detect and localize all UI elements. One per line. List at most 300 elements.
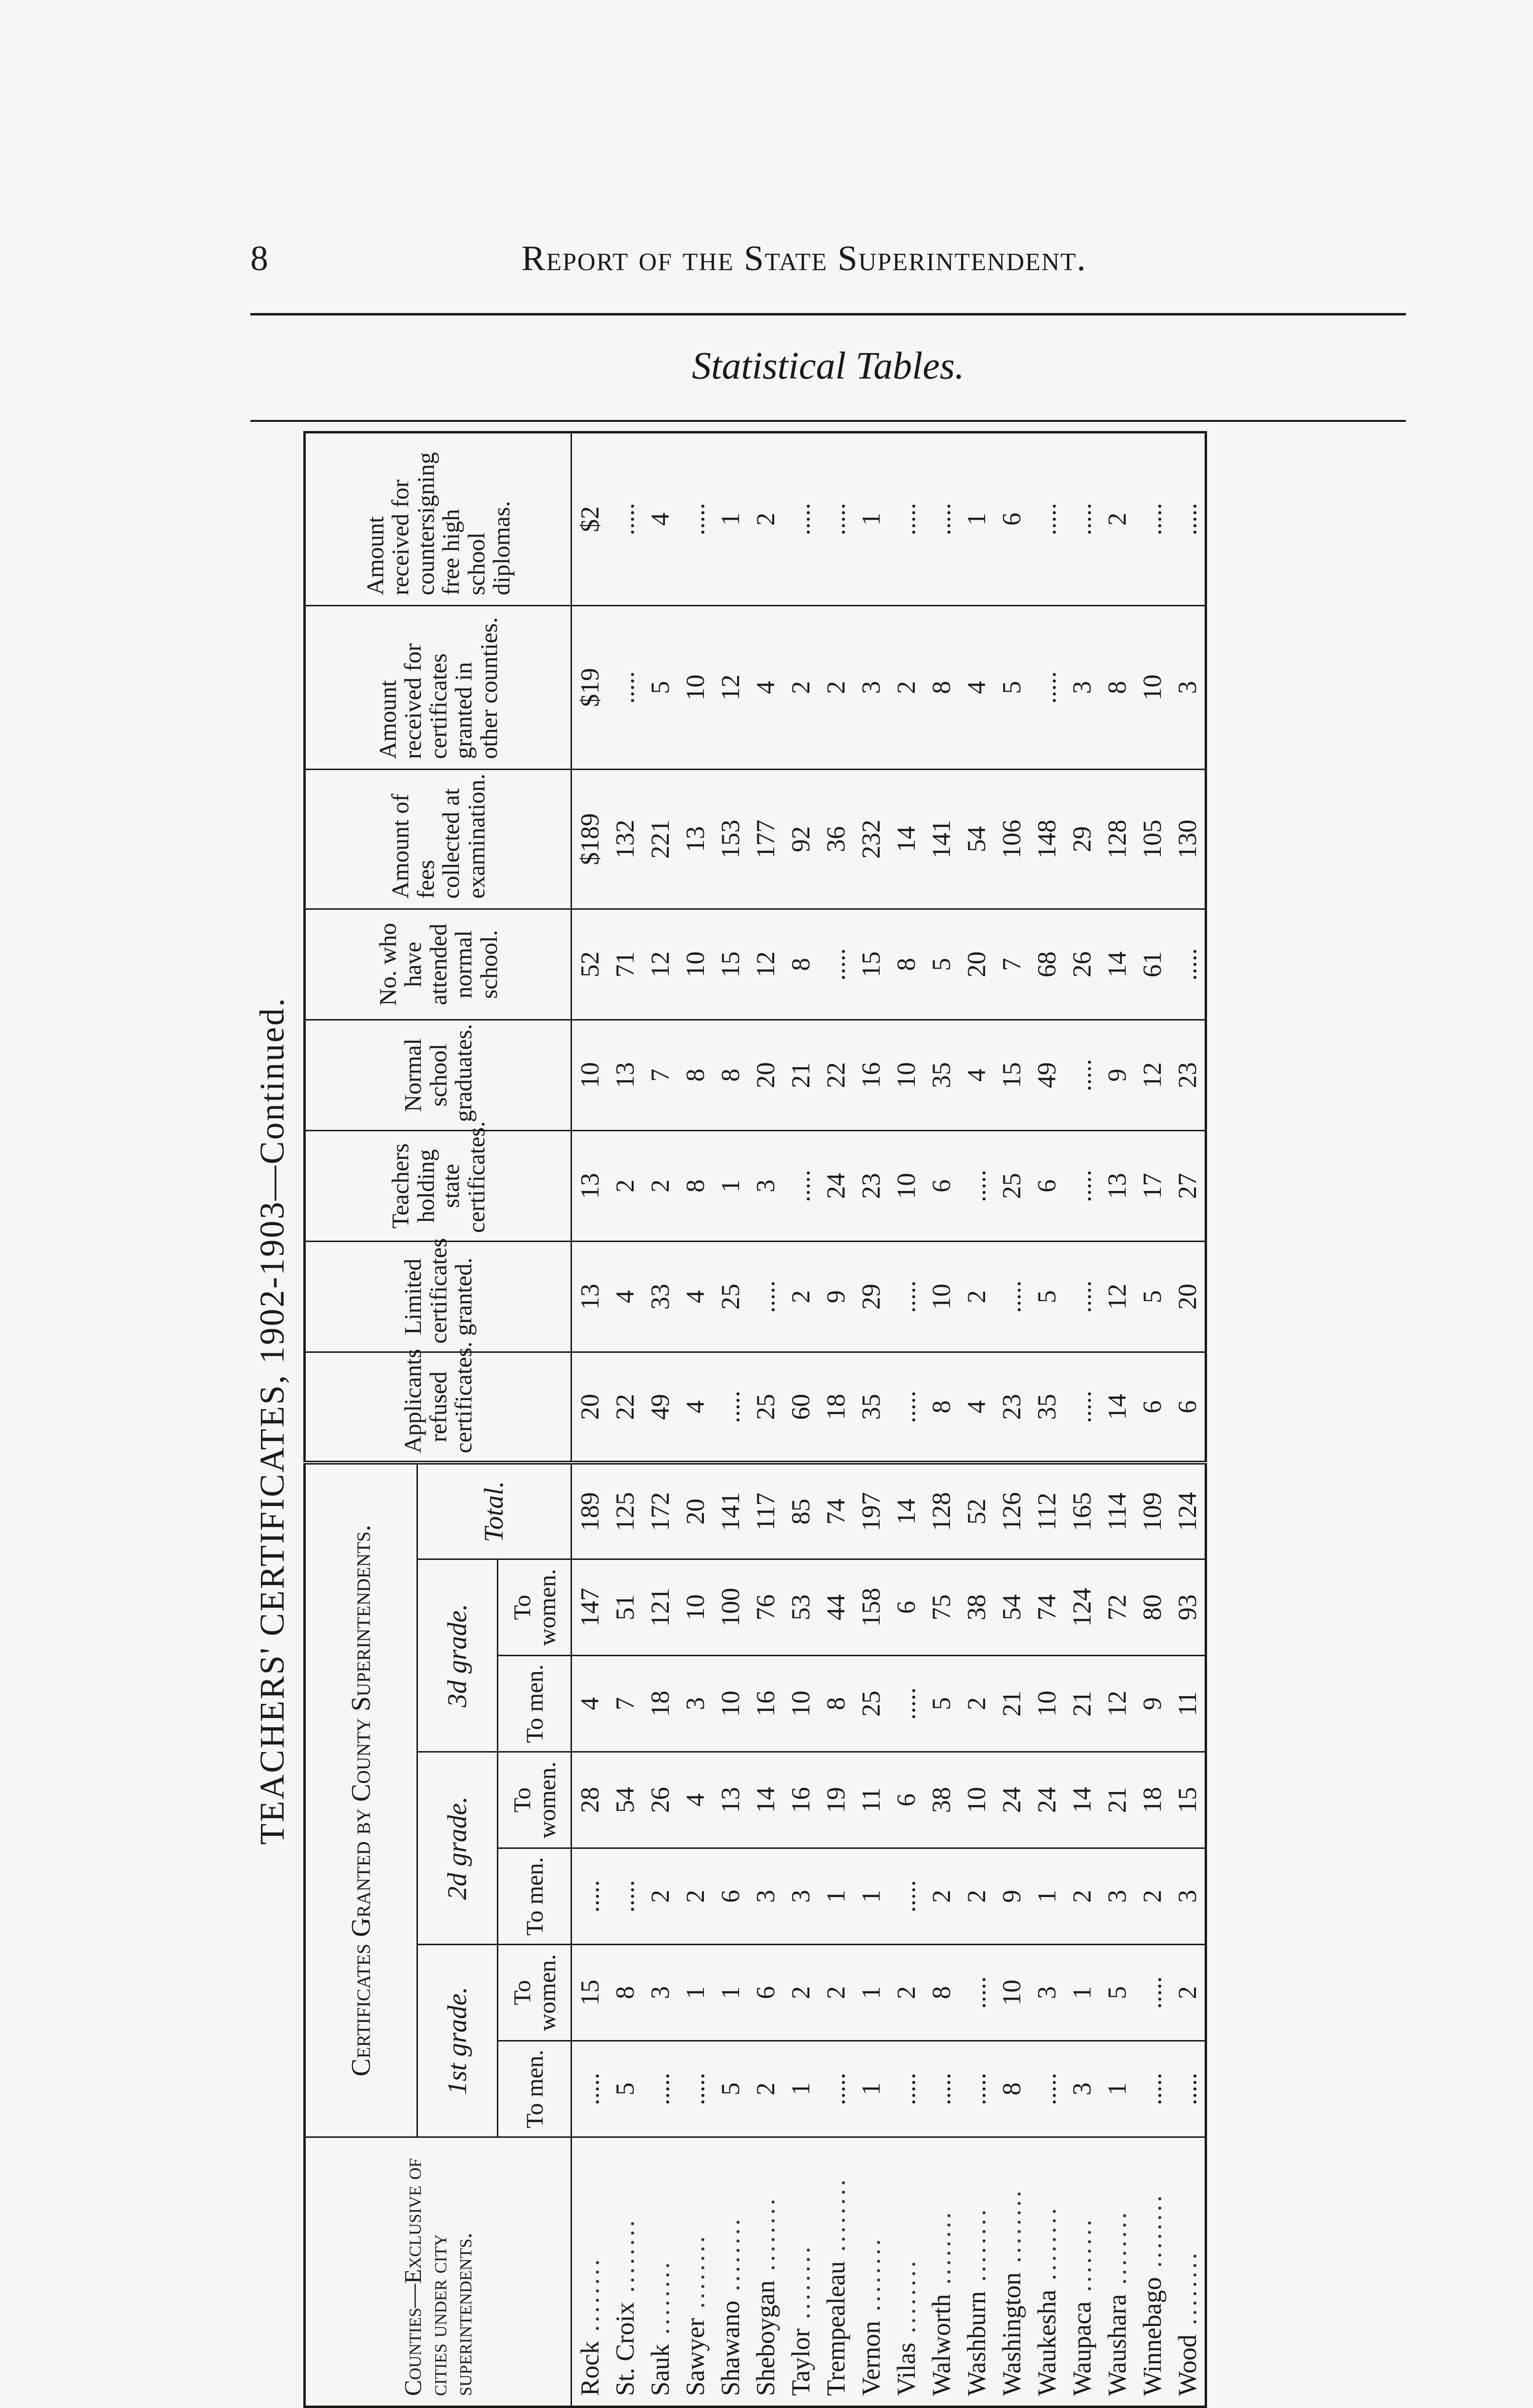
total-cell: 117 (748, 1463, 783, 1559)
other-counties-cell: 3 (1064, 605, 1099, 769)
first-grade-women-cell: 15 (572, 1945, 608, 2041)
normal-graduates-cell: 35 (923, 1020, 959, 1130)
total-cell: 172 (642, 1463, 677, 1559)
total-cell: 141 (713, 1463, 748, 1559)
state-certificates-cell: ..... (1064, 1130, 1099, 1241)
third-grade-men-cell: 18 (642, 1656, 677, 1752)
first-grade-women-cell: 2 (818, 1945, 853, 2041)
certificates-table (303, 433, 1207, 2408)
table-row (1134, 432, 1169, 2407)
state-certificates-cell: 2 (607, 1130, 642, 1241)
table-title: TEACHERS' CERTIFICATES, 1902-1903—Continued. (252, 996, 291, 1845)
county-name: Trempealeau (821, 2261, 850, 2396)
refused-cell: 6 (1169, 1352, 1206, 1463)
first-grade-men-cell: ..... (1029, 2041, 1064, 2137)
running-title: Report of the State Superintendent. (521, 239, 1087, 278)
first-grade-women-header: To women. (498, 1945, 572, 2041)
third-grade-women-cell: 72 (1099, 1559, 1134, 1656)
third-grade-men-header: To men. (498, 1656, 572, 1752)
other-counties-cell: 10 (677, 605, 713, 769)
limited-cell: ..... (1064, 1241, 1099, 1352)
third-grade-women-cell: 158 (853, 1559, 888, 1656)
third-grade-men-cell: 25 (853, 1656, 888, 1752)
third-grade-women-cell: 53 (783, 1559, 818, 1656)
table-row (959, 432, 994, 2407)
second-grade-men-cell: 3 (748, 1848, 783, 1945)
state-certificates-cell: 23 (853, 1130, 888, 1241)
table-row (1064, 432, 1099, 2407)
total-cell: 114 (1099, 1463, 1134, 1559)
county-name: Taylor (786, 2328, 815, 2396)
county-name-cell (1029, 2137, 1064, 2407)
second-grade-men-cell: 6 (713, 1848, 748, 1945)
normal-attended-cell: 71 (607, 909, 642, 1020)
diplomas-cell: ..... (783, 432, 818, 605)
state-certificates-cell: 6 (923, 1130, 959, 1241)
county-name: Vilas (891, 2343, 921, 2396)
table-row (888, 432, 923, 2407)
normal-graduates-cell: 22 (818, 1020, 853, 1130)
diplomas-cell: 2 (1099, 432, 1134, 605)
total-cell: 128 (923, 1463, 959, 1559)
first-grade-men-cell: ..... (1169, 2041, 1206, 2137)
diplomas-cell: 1 (713, 432, 748, 605)
state-certificates-cell: 10 (888, 1130, 923, 1241)
normal-graduates-cell: 49 (1029, 1020, 1064, 1130)
diplomas-cell: ..... (888, 432, 923, 605)
normal-attended-cell: 20 (959, 909, 994, 1020)
limited-cell: 5 (1134, 1241, 1169, 1352)
first-grade-women-cell: 1 (853, 1945, 888, 2041)
state-certificates-cell: 24 (818, 1130, 853, 1241)
table-row (572, 432, 608, 2407)
limited-cell: 9 (818, 1241, 853, 1352)
second-grade-men-cell: 2 (677, 1848, 713, 1945)
limited-cell: ..... (888, 1241, 923, 1352)
leader-dots: ........ (786, 2244, 815, 2329)
county-name-cell (642, 2137, 677, 2407)
leader-dots: ........ (891, 2258, 921, 2343)
total-cell: 52 (959, 1463, 994, 1559)
total-cell: 125 (607, 1463, 642, 1559)
fees-cell: 148 (1029, 769, 1064, 909)
second-grade-women-cell: 18 (1134, 1752, 1169, 1848)
other-counties-cell: ..... (607, 605, 642, 769)
refused-cell: 22 (607, 1352, 642, 1463)
second-grade-women-cell: 28 (572, 1752, 608, 1848)
other-counties-cell: 3 (1169, 605, 1206, 769)
first-grade-men-header: To men. (498, 2041, 572, 2137)
leader-dots: ........ (856, 2236, 885, 2321)
county-name: Shawano (715, 2301, 745, 2396)
total-cell: 126 (994, 1463, 1029, 1559)
third-grade-men-cell: 3 (677, 1656, 713, 1752)
table-row (713, 432, 748, 2407)
second-grade-men-cell: ..... (888, 1848, 923, 1945)
third-grade-men-cell: 16 (748, 1656, 783, 1752)
third-grade-women-cell: 80 (1134, 1559, 1169, 1656)
total-cell: 112 (1029, 1463, 1064, 1559)
fees-cell: 177 (748, 769, 783, 909)
table-row (1169, 432, 1206, 2407)
refused-cell: 20 (572, 1352, 608, 1463)
third-grade-women-cell: 54 (994, 1559, 1029, 1656)
county-name-cell (888, 2137, 923, 2407)
second-grade-women-cell: 21 (1099, 1752, 1134, 1848)
first-grade-men-cell: ..... (1134, 2041, 1169, 2137)
normal-graduates-cell: 13 (607, 1020, 642, 1130)
subtitle-rule (250, 420, 1406, 422)
third-grade-women-cell: 124 (1064, 1559, 1099, 1656)
first-grade-header: 1st grade. (417, 1945, 498, 2137)
county-name: Sheboygan (751, 2280, 780, 2396)
county-name: Waushara (1102, 2294, 1131, 2396)
limited-cell: 20 (1169, 1241, 1206, 1352)
diplomas-cell: ..... (677, 432, 713, 605)
second-grade-men-cell: 2 (1134, 1848, 1169, 1945)
county-name-cell (853, 2137, 888, 2407)
first-grade-men-cell: 1 (1099, 2041, 1134, 2137)
second-grade-men-cell: 3 (1099, 1848, 1134, 1945)
table-row (853, 432, 888, 2407)
diplomas-cell: 1 (853, 432, 888, 605)
total-cell: 189 (572, 1463, 608, 1559)
normal-graduates-cell: 23 (1169, 1020, 1206, 1130)
leader-dots: ........ (1102, 2209, 1131, 2294)
first-grade-men-cell: ..... (888, 2041, 923, 2137)
first-grade-men-cell: ..... (959, 2041, 994, 2137)
leader-dots: ........ (1032, 2205, 1061, 2290)
limited-cell: ..... (994, 1241, 1029, 1352)
third-grade-men-cell: 11 (1169, 1656, 1206, 1752)
county-name-cell (1099, 2137, 1134, 2407)
leader-dots: ........ (645, 2259, 675, 2344)
header-rule (250, 313, 1406, 315)
county-name-cell (713, 2137, 748, 2407)
first-grade-women-cell: 2 (783, 1945, 818, 2041)
table-row (923, 432, 959, 2407)
fees-cell: 29 (1064, 769, 1099, 909)
leader-dots: ........ (680, 2233, 710, 2318)
state-certificates-cell: 13 (572, 1130, 608, 1241)
second-grade-women-cell: 19 (818, 1752, 853, 1848)
third-grade-women-cell: 38 (959, 1559, 994, 1656)
first-grade-men-cell: ..... (818, 2041, 853, 2137)
third-grade-men-cell: 8 (818, 1656, 853, 1752)
fees-cell: 232 (853, 769, 888, 909)
third-grade-women-header: To women. (498, 1559, 572, 1656)
fees-cell: 54 (959, 769, 994, 909)
refused-cell: 4 (677, 1352, 713, 1463)
fees-cell: 106 (994, 769, 1029, 909)
normal-attended-cell: 61 (1134, 909, 1169, 1020)
state-certificates-cell: 27 (1169, 1130, 1206, 1241)
first-grade-women-cell: ..... (1134, 1945, 1169, 2041)
refused-cell: 60 (783, 1352, 818, 1463)
first-grade-men-cell: ..... (677, 2041, 713, 2137)
second-grade-men-cell: 2 (959, 1848, 994, 1945)
second-grade-men-cell: 1 (818, 1848, 853, 1945)
normal-attended-cell: 26 (1064, 909, 1099, 1020)
limited-cell: 4 (607, 1241, 642, 1352)
third-grade-women-cell: 74 (1029, 1559, 1064, 1656)
second-grade-women-cell: 13 (713, 1752, 748, 1848)
third-grade-men-cell: 21 (1064, 1656, 1099, 1752)
leader-dots: ........ (1067, 2216, 1096, 2302)
refused-cell: 18 (818, 1352, 853, 1463)
diplomas-cell: ..... (1169, 432, 1206, 605)
normal-attended-cell: 12 (748, 909, 783, 1020)
second-grade-women-cell: 15 (1169, 1752, 1206, 1848)
table-row (818, 432, 853, 2407)
third-grade-men-cell: ..... (888, 1656, 923, 1752)
first-grade-men-cell: ..... (642, 2041, 677, 2137)
fees-cell: 13 (677, 769, 713, 909)
first-grade-women-cell: 8 (607, 1945, 642, 2041)
first-grade-men-cell: 1 (783, 2041, 818, 2137)
normal-graduates-cell: 20 (748, 1020, 783, 1130)
county-name-cell (959, 2137, 994, 2407)
refused-cell: 49 (642, 1352, 677, 1463)
second-grade-women-cell: 24 (994, 1752, 1029, 1848)
normal-graduates-cell: 4 (959, 1020, 994, 1130)
leader-dots: ........ (961, 2206, 991, 2291)
limited-cell: 25 (713, 1241, 748, 1352)
table-row (748, 432, 783, 2407)
third-grade-women-cell: 75 (923, 1559, 959, 1656)
normal-graduates-cell: 8 (713, 1020, 748, 1130)
county-name: Waukesha (1032, 2290, 1061, 2396)
fees-cell: 221 (642, 769, 677, 909)
third-grade-women-cell: 100 (713, 1559, 748, 1656)
table-row (607, 432, 642, 2407)
other-counties-cell: ..... (1029, 605, 1064, 769)
leader-dots: ........ (821, 2176, 850, 2262)
other-counties-cell: 10 (1134, 605, 1169, 769)
first-grade-women-cell: 1 (677, 1945, 713, 2041)
other-counties-cell: 2 (818, 605, 853, 769)
diplomas-cell: ..... (818, 432, 853, 605)
third-grade-women-cell: 10 (677, 1559, 713, 1656)
state-certificates-cell: 2 (642, 1130, 677, 1241)
first-grade-men-cell: ..... (923, 2041, 959, 2137)
state-certificates-cell: ..... (959, 1130, 994, 1241)
diplomas-cell: ..... (607, 432, 642, 605)
total-cell: 197 (853, 1463, 888, 1559)
third-grade-women-cell: 147 (572, 1559, 608, 1656)
limited-cell: 29 (853, 1241, 888, 1352)
diplomas-cell: ..... (923, 432, 959, 605)
normal-attended-cell: 15 (853, 909, 888, 1020)
other-counties-cell: 8 (1099, 605, 1134, 769)
normal-attended-cell: ..... (1169, 909, 1206, 1020)
other-counties-cell: 3 (853, 605, 888, 769)
state-certificates-cell: 1 (713, 1130, 748, 1241)
county-name-cell (572, 2137, 608, 2407)
county-column-header: Counties—Exclusive of cities under city superintendents. (305, 2137, 572, 2407)
second-grade-women-cell: 10 (959, 1752, 994, 1848)
total-cell: 109 (1134, 1463, 1169, 1559)
refused-cell: 8 (923, 1352, 959, 1463)
first-grade-men-cell: 5 (713, 2041, 748, 2137)
county-name: Vernon (856, 2321, 885, 2396)
third-grade-men-cell: 10 (1029, 1656, 1064, 1752)
limited-cell: 33 (642, 1241, 677, 1352)
fees-cell: 92 (783, 769, 818, 909)
second-grade-men-cell: 9 (994, 1848, 1029, 1945)
second-grade-men-cell: 1 (853, 1848, 888, 1945)
county-name-cell (818, 2137, 853, 2407)
normal-graduates-cell: 21 (783, 1020, 818, 1130)
normal-attended-column-header: No. who have attended normal school. (305, 909, 572, 1020)
rotated-table-container (241, 433, 1406, 2408)
third-grade-women-cell: 121 (642, 1559, 677, 1656)
leader-dots: ........ (1137, 2192, 1167, 2277)
second-grade-men-cell: ..... (607, 1848, 642, 1945)
second-grade-women-header: To women. (498, 1752, 572, 1848)
refused-cell: ..... (1064, 1352, 1099, 1463)
third-grade-men-cell: 10 (783, 1656, 818, 1752)
normal-attended-cell: 8 (888, 909, 923, 1020)
third-grade-men-cell: 5 (923, 1656, 959, 1752)
county-name: Washington (997, 2272, 1026, 2396)
refused-cell: 35 (1029, 1352, 1064, 1463)
first-grade-women-cell: 1 (1064, 1945, 1099, 2041)
third-grade-men-cell: 4 (572, 1656, 608, 1752)
diplomas-cell: 2 (748, 432, 783, 605)
total-cell: 124 (1169, 1463, 1206, 1559)
other-counties-cell: 8 (923, 605, 959, 769)
second-grade-men-cell: 2 (642, 1848, 677, 1945)
second-grade-men-cell: 2 (923, 1848, 959, 1945)
diplomas-cell: ..... (1029, 432, 1064, 605)
county-name-cell (1169, 2137, 1206, 2407)
normal-attended-cell: 5 (923, 909, 959, 1020)
first-grade-women-cell: 3 (1029, 1945, 1064, 2041)
county-name: Washburn (961, 2291, 991, 2396)
county-name: Sauk (645, 2344, 675, 2396)
other-counties-cell: 2 (888, 605, 923, 769)
third-grade-header: 3d grade. (417, 1559, 498, 1752)
other-counties-cell: 4 (748, 605, 783, 769)
diplomas-cell: 4 (642, 432, 677, 605)
leader-dots: ........ (997, 2187, 1026, 2273)
first-grade-men-cell: ..... (572, 2041, 608, 2137)
state-certificates-cell: ..... (783, 1130, 818, 1241)
fees-cell: 141 (923, 769, 959, 909)
normal-graduates-cell: 10 (888, 1020, 923, 1130)
refused-cell: 35 (853, 1352, 888, 1463)
county-name: Wood (1172, 2334, 1202, 2396)
diplomas-column-header: Amount received for countersigning free high school diplomas. (305, 432, 572, 605)
county-name-cell (607, 2137, 642, 2407)
table-body (572, 432, 1206, 2407)
normal-graduates-cell: 15 (994, 1020, 1029, 1130)
state-certificates-cell: 13 (1099, 1130, 1134, 1241)
state-certificates-cell: 6 (1029, 1130, 1064, 1241)
refused-cell: 4 (959, 1352, 994, 1463)
other-counties-column-header: Amount received for certificates granted in other counties. (305, 605, 572, 769)
second-grade-men-cell: 1 (1029, 1848, 1064, 1945)
county-name-cell (1134, 2137, 1169, 2407)
fees-cell: 128 (1099, 769, 1134, 909)
third-grade-men-cell: 2 (959, 1656, 994, 1752)
normal-attended-cell: 68 (1029, 909, 1064, 1020)
county-name: Waupaca (1067, 2301, 1096, 2396)
limited-cell: ..... (748, 1241, 783, 1352)
other-counties-cell: 5 (642, 605, 677, 769)
first-grade-women-cell: 2 (1169, 1945, 1206, 2041)
fees-cell: 132 (607, 769, 642, 909)
page-number: 8 (250, 239, 269, 278)
second-grade-women-cell: 38 (923, 1752, 959, 1848)
refused-cell: 14 (1099, 1352, 1134, 1463)
table-row (677, 432, 713, 2407)
fees-cell: 153 (713, 769, 748, 909)
total-column-header: Total. (417, 1463, 572, 1559)
refused-cell: ..... (888, 1352, 923, 1463)
first-grade-women-cell: 3 (642, 1945, 677, 2041)
third-grade-men-cell: 21 (994, 1656, 1029, 1752)
normal-attended-cell: 12 (642, 909, 677, 1020)
county-name: Walworth (926, 2294, 956, 2396)
county-name-cell (677, 2137, 713, 2407)
third-grade-women-cell: 6 (888, 1559, 923, 1656)
section-subtitle: Statistical Tables. (691, 345, 964, 387)
third-grade-men-cell: 12 (1099, 1656, 1134, 1752)
second-grade-header: 2d grade. (417, 1752, 498, 1945)
leader-dots: ........ (610, 2217, 639, 2302)
normal-graduates-cell: ..... (1064, 1020, 1099, 1130)
fees-cell: 130 (1169, 769, 1206, 909)
state-certificates-cell: 3 (748, 1130, 783, 1241)
first-grade-men-cell: 2 (748, 2041, 783, 2137)
county-name-cell (923, 2137, 959, 2407)
second-grade-men-header: To men. (498, 1848, 572, 1945)
state-certificates-cell: 25 (994, 1130, 1029, 1241)
limited-cell: 5 (1029, 1241, 1064, 1352)
total-cell: 20 (677, 1463, 713, 1559)
limited-cell: 13 (572, 1241, 608, 1352)
second-grade-women-cell: 14 (748, 1752, 783, 1848)
total-cell: 14 (888, 1463, 923, 1559)
normal-graduates-cell: 7 (642, 1020, 677, 1130)
third-grade-men-cell: 9 (1134, 1656, 1169, 1752)
normal-attended-cell: 7 (994, 909, 1029, 1020)
refused-cell: 23 (994, 1352, 1029, 1463)
state-certificates-cell: 8 (677, 1130, 713, 1241)
diplomas-cell: $2 (572, 432, 608, 605)
normal-attended-cell: 52 (572, 909, 608, 1020)
refused-cell: 6 (1134, 1352, 1169, 1463)
third-grade-women-cell: 76 (748, 1559, 783, 1656)
diplomas-cell: ..... (1064, 432, 1099, 605)
other-counties-cell: $19 (572, 605, 608, 769)
state-certificates-column-header: Teachers holding state certificates. (305, 1130, 572, 1241)
first-grade-women-cell: 2 (888, 1945, 923, 2041)
normal-graduates-cell: 12 (1134, 1020, 1169, 1130)
first-grade-men-cell: 5 (607, 2041, 642, 2137)
table-row (642, 432, 677, 2407)
diplomas-cell: 1 (959, 432, 994, 605)
normal-attended-cell: 14 (1099, 909, 1134, 1020)
third-grade-women-cell: 44 (818, 1559, 853, 1656)
fees-cell: $189 (572, 769, 608, 909)
normal-attended-cell: ..... (818, 909, 853, 1020)
limited-cell: 2 (783, 1241, 818, 1352)
county-name-cell (1064, 2137, 1099, 2407)
second-grade-men-cell: 3 (1169, 1848, 1206, 1945)
